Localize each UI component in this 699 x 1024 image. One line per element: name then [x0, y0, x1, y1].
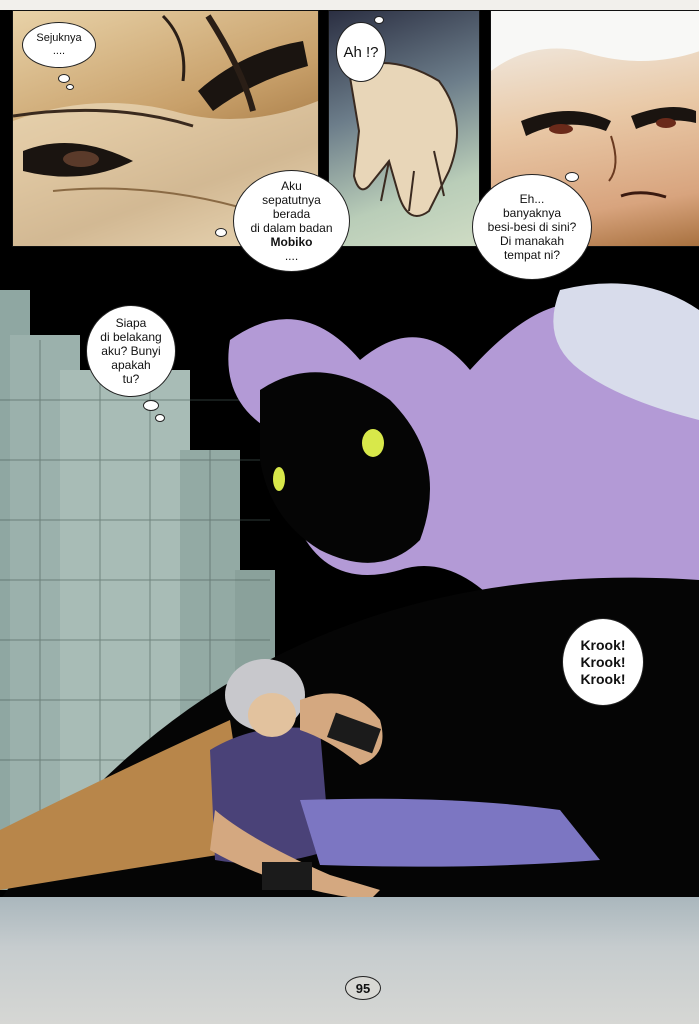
- thought-dot: [374, 16, 384, 24]
- page-number: 95: [345, 976, 381, 1000]
- bubble-line: ....: [284, 249, 299, 263]
- bubble-line: berada: [272, 207, 311, 221]
- bubble-line: tempat ni?: [503, 248, 561, 262]
- bubble-text: Ah !?: [343, 43, 379, 61]
- bubble-line-bold: Mobiko: [270, 235, 313, 249]
- bubble-text: Sejuknya ....: [36, 32, 82, 57]
- bubble-line: Eh...: [519, 192, 545, 206]
- bubble-line: Aku: [281, 179, 302, 193]
- thought-dot: [155, 414, 165, 422]
- bubble-text-group: [488, 192, 577, 262]
- floor: [0, 897, 699, 1024]
- bubble-line: Krook!: [580, 636, 626, 653]
- bubble-text-group: [580, 637, 625, 688]
- bubble-line: di dalam badan: [250, 221, 333, 235]
- speech-bubble-sejuknya: [22, 22, 96, 68]
- bubble-text-group: [100, 316, 161, 386]
- bubble-line: sepatutnya: [262, 193, 321, 207]
- thought-dot: [66, 84, 74, 90]
- thought-dot: [215, 228, 227, 237]
- bubble-text-group: [250, 179, 332, 263]
- top-margin: [0, 0, 699, 10]
- bubble-line: Krook!: [580, 653, 626, 670]
- bubble-line: aku? Bunyi: [101, 344, 161, 358]
- bubble-line: apakah: [111, 358, 151, 372]
- speech-bubble-krook: [562, 618, 644, 706]
- thought-bubble-siapa: [86, 305, 176, 397]
- bubble-line: Siapa: [115, 316, 147, 330]
- thought-dot: [565, 172, 579, 182]
- thought-bubble-mobiko: [233, 170, 350, 272]
- thought-dot: [58, 74, 70, 83]
- bubble-line: Krook!: [580, 670, 626, 687]
- speech-bubble-ah: [336, 22, 386, 82]
- bubble-line: di belakang: [100, 330, 162, 344]
- bubble-line: Di manakah: [499, 234, 565, 248]
- bubble-line: besi-besi di sini?: [487, 220, 577, 234]
- thought-dot: [143, 400, 159, 411]
- bubble-line: banyaknya: [502, 206, 562, 220]
- thought-bubble-besi: [472, 174, 592, 280]
- bubble-line: tu?: [122, 372, 140, 386]
